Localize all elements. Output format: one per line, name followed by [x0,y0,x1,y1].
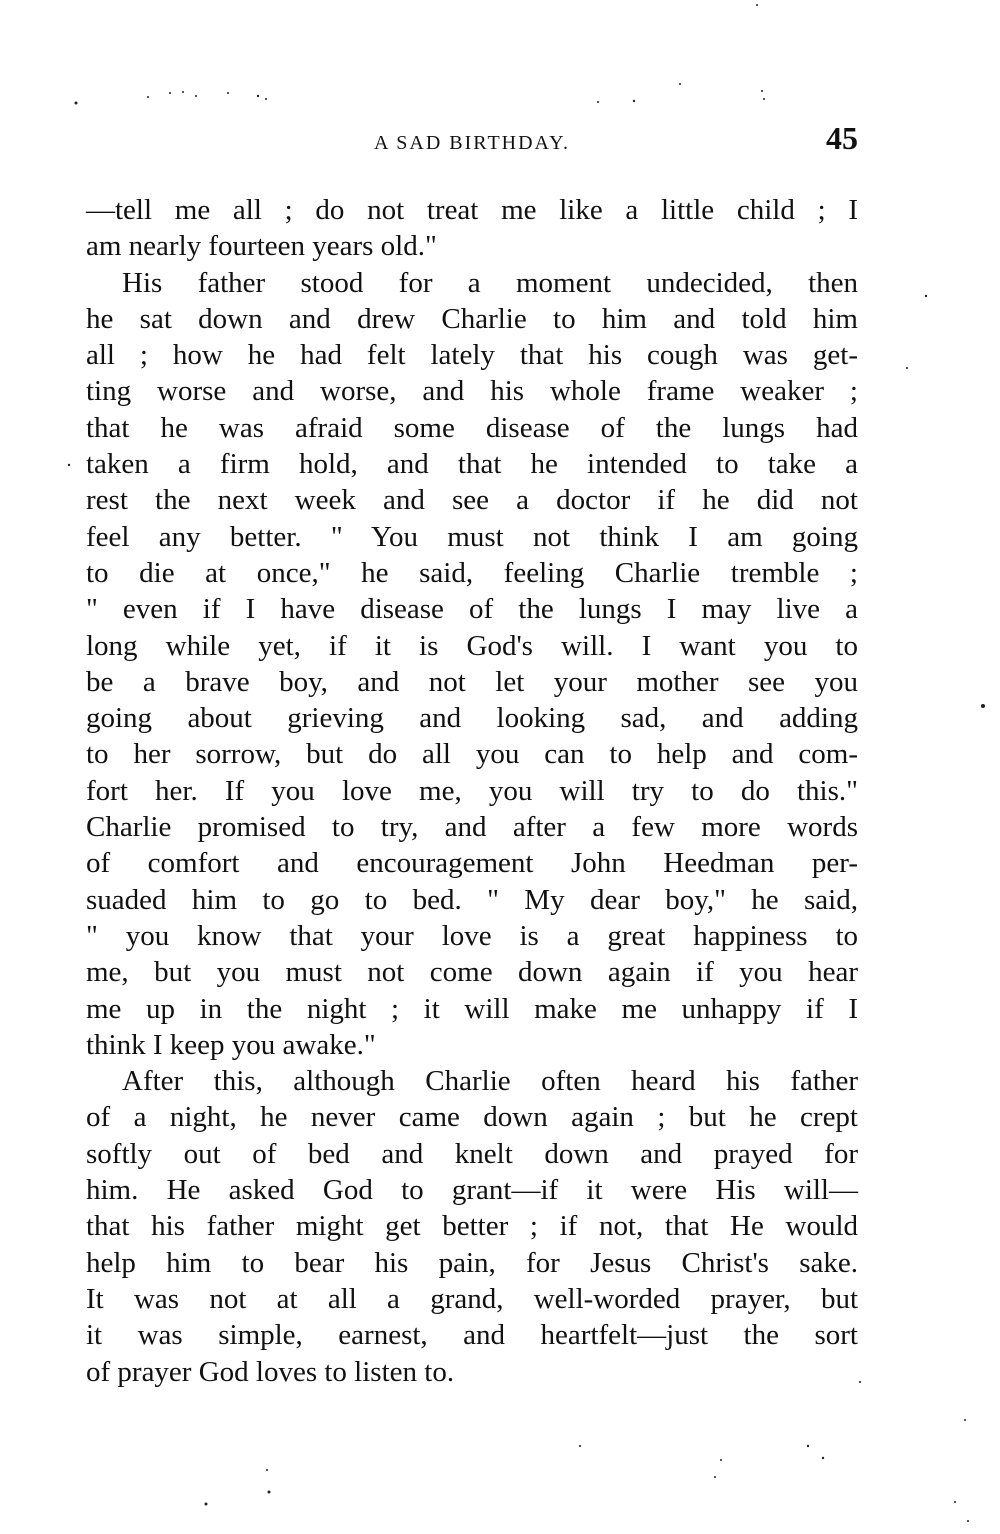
text-line: to die at once," he said, feeling Charlie tremble ; [86,556,858,589]
text-line: taken a firm hold, and that he intended to take a [86,448,858,481]
text-line: he sat down and drew Charlie to him and told him [86,302,858,335]
text-line: of a night, he never came down again ; but he crept [86,1101,858,1134]
text-line: of prayer God loves to listen to. [86,1355,455,1388]
text-line: of comfort and encouragement John Heedman per- [86,847,858,880]
text-line: Charlie promised to try, and after a few more words [86,811,858,844]
text-line: it was simple, earnest, and heartfelt—just the sort [86,1319,858,1352]
text-line: be a brave boy, and not let your mother see you [86,665,858,698]
text-line: me up in the night ; it will make me unhappy if I [86,992,858,1025]
text-line: to her sorrow, but do all you can to help and com- [86,738,858,771]
text-line: him. He asked God to grant—if it were His will— [86,1174,858,1207]
text-line: fort her. If you love me, you will try to do this." [86,774,858,807]
text-line: me, but you must not come down again if you hear [86,956,858,989]
text-line: —tell me all ; do not treat me like a little child ; I [86,194,858,226]
text-line: After this, although Charlie often heard his father [122,1065,858,1098]
text-line: suaded him to go to bed. " My dear boy," he said, [86,883,858,916]
text-line: " even if I have disease of the lungs I may live a [86,593,858,626]
text-line: His father stood for a moment undecided, then [122,266,858,299]
text-line: going about grieving and looking sad, and adding [86,702,858,735]
text-line: that he was afraid some disease of the lungs had [86,411,858,444]
page-number: 45 [826,120,858,156]
text-line: ting worse and worse, and his whole frame weaker ; [86,375,858,408]
text-line: that his father might get better ; if not, that He would [86,1210,858,1243]
text-line: softly out of bed and knelt down and prayed for [86,1137,858,1170]
text-line: help him to bear his pain, for Jesus Christ's sake. [86,1246,858,1279]
text-line: all ; how he had felt lately that his cough was get- [86,339,858,372]
body-text [86,192,858,1390]
text-line: feel any better. " You must not think I am going [86,520,858,553]
text-line: long while yet, if it is God's will. I want you to [86,629,858,662]
text-line: " you know that your love is a great happiness to [86,919,858,952]
text-line: rest the next week and see a doctor if he did not [86,484,858,517]
running-title: A SAD BIRTHDAY. [373,132,571,154]
page-header [86,120,858,160]
text-line: think I keep you awake." [86,1028,376,1061]
text-line: It was not at all a grand, well-worded prayer, but [86,1282,858,1315]
text-line: am nearly fourteen years old." [86,230,437,263]
